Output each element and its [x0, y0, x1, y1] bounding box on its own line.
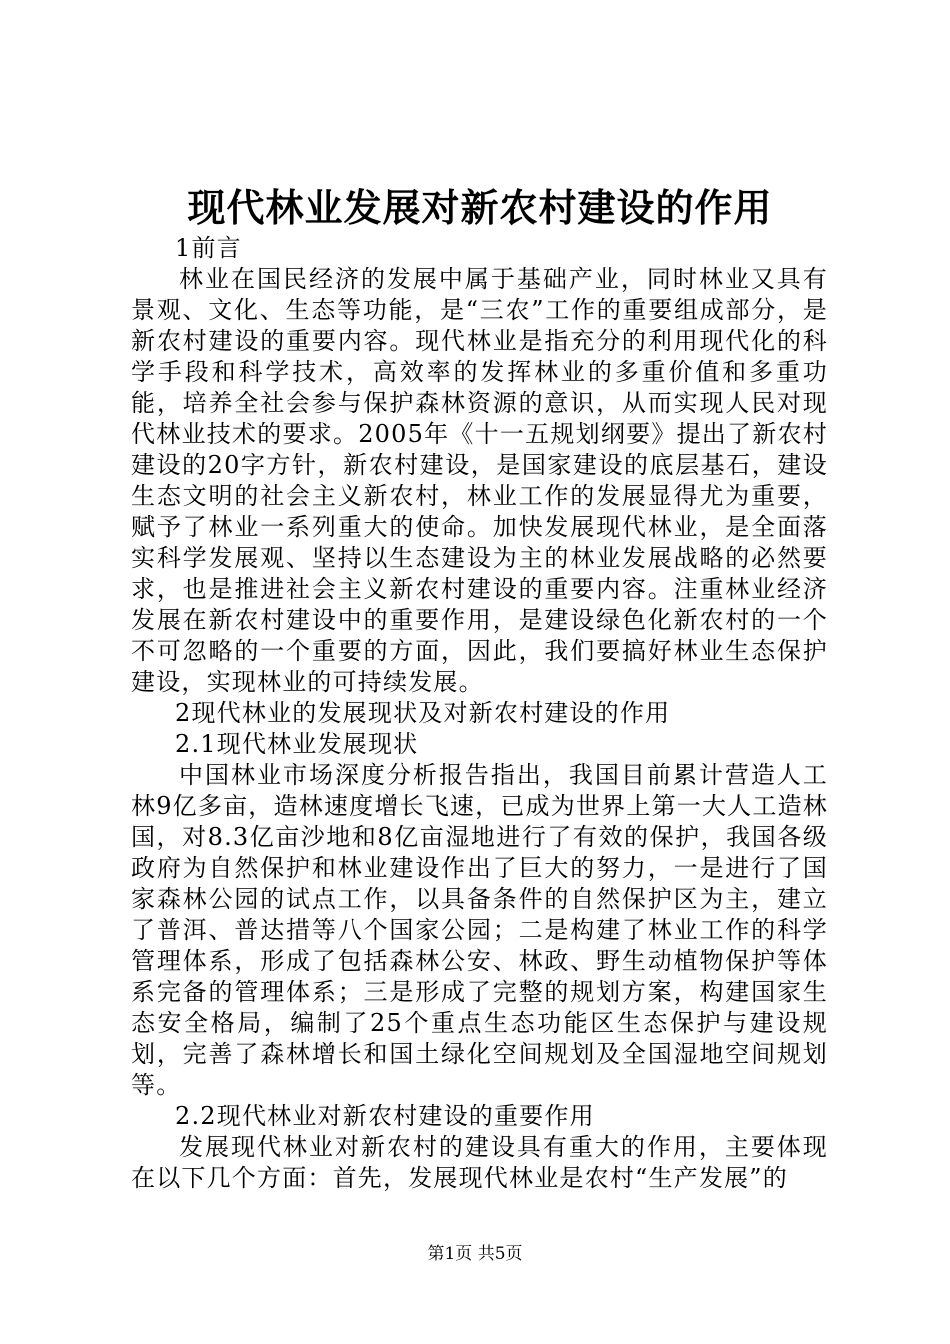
paragraph-2-1: 中国林业市场深度分析报告指出，我国目前累计营造人工林9亿多亩，造林速度增长飞速，已成为世界上第一大人工造林国，对8.3亿亩沙地和8亿亩湿地进行了有效的保护，我国各级政府为自然保护和林业建设作出了巨大的努力，一是进行了国家森林公园的试点工作，以具备条件的自然保护区为主，建立了普洱、普达措等八个国家公园；二是构建了林业工作的科学管理体系，形成了包括森林公安、林政、野生动植物保护等体系完备的管理体系；三是形成了完整的规划方案，构建国家生态安全格局，编制了25个重点生态功能区生态保护与建设规划，完善了森林增长和国土绿化空间规划及全国湿地空间规划等。	[131, 761, 828, 1099]
page-footer: 第1页 共5页	[427, 1244, 523, 1264]
section-heading-2-2: 2.2现代林业对新农村建设的重要作用	[175, 1102, 595, 1130]
section-heading-2: 2现代林业的发展现状及对新农村建设的作用	[175, 699, 671, 727]
document-body	[131, 233, 828, 1194]
section-heading-preface: 1前言	[175, 234, 242, 262]
paragraph-preface: 林业在国民经济的发展中属于基础产业，同时林业又具有景观、文化、生态等功能，是“三农”工作的重要组成部分，是新农村建设的重要内容。现代林业是指充分的利用现代化的科学手段和科学技术，高效率的发挥林业的多重价值和多重功能，培养全社会参与保护森林资源的意识，从而实现人民对现代林业技术的要求。2005年《十一五规划纲要》提出了新农村建设的20字方针，新农村建设，是国家建设的底层基石，建设生态文明的社会主义新农村，林业工作的发展显得尤为重要，赋予了林业一系列重大的使命。加快发展现代林业，是全面落实科学发展观、坚持以生态建设为主的林业发展战略的必然要求，也是推进社会主义新农村建设的重要内容。注重林业经济发展在新农村建设中的重要作用，是建设绿色化新农村的一个不可忽略的一个重要的方面，因此，我们要搞好林业生态保护建设，实现林业的可持续发展。	[131, 265, 828, 696]
section-heading-2-1: 2.1现代林业发展现状	[175, 730, 419, 758]
paragraph-2-2: 发展现代林业对新农村的建设具有重大的作用，主要体现在以下几个方面：首先，发展现代林业是农村“生产发展”的	[131, 1133, 828, 1192]
document-title: 现代林业发展对新农村建设的作用	[187, 185, 773, 230]
